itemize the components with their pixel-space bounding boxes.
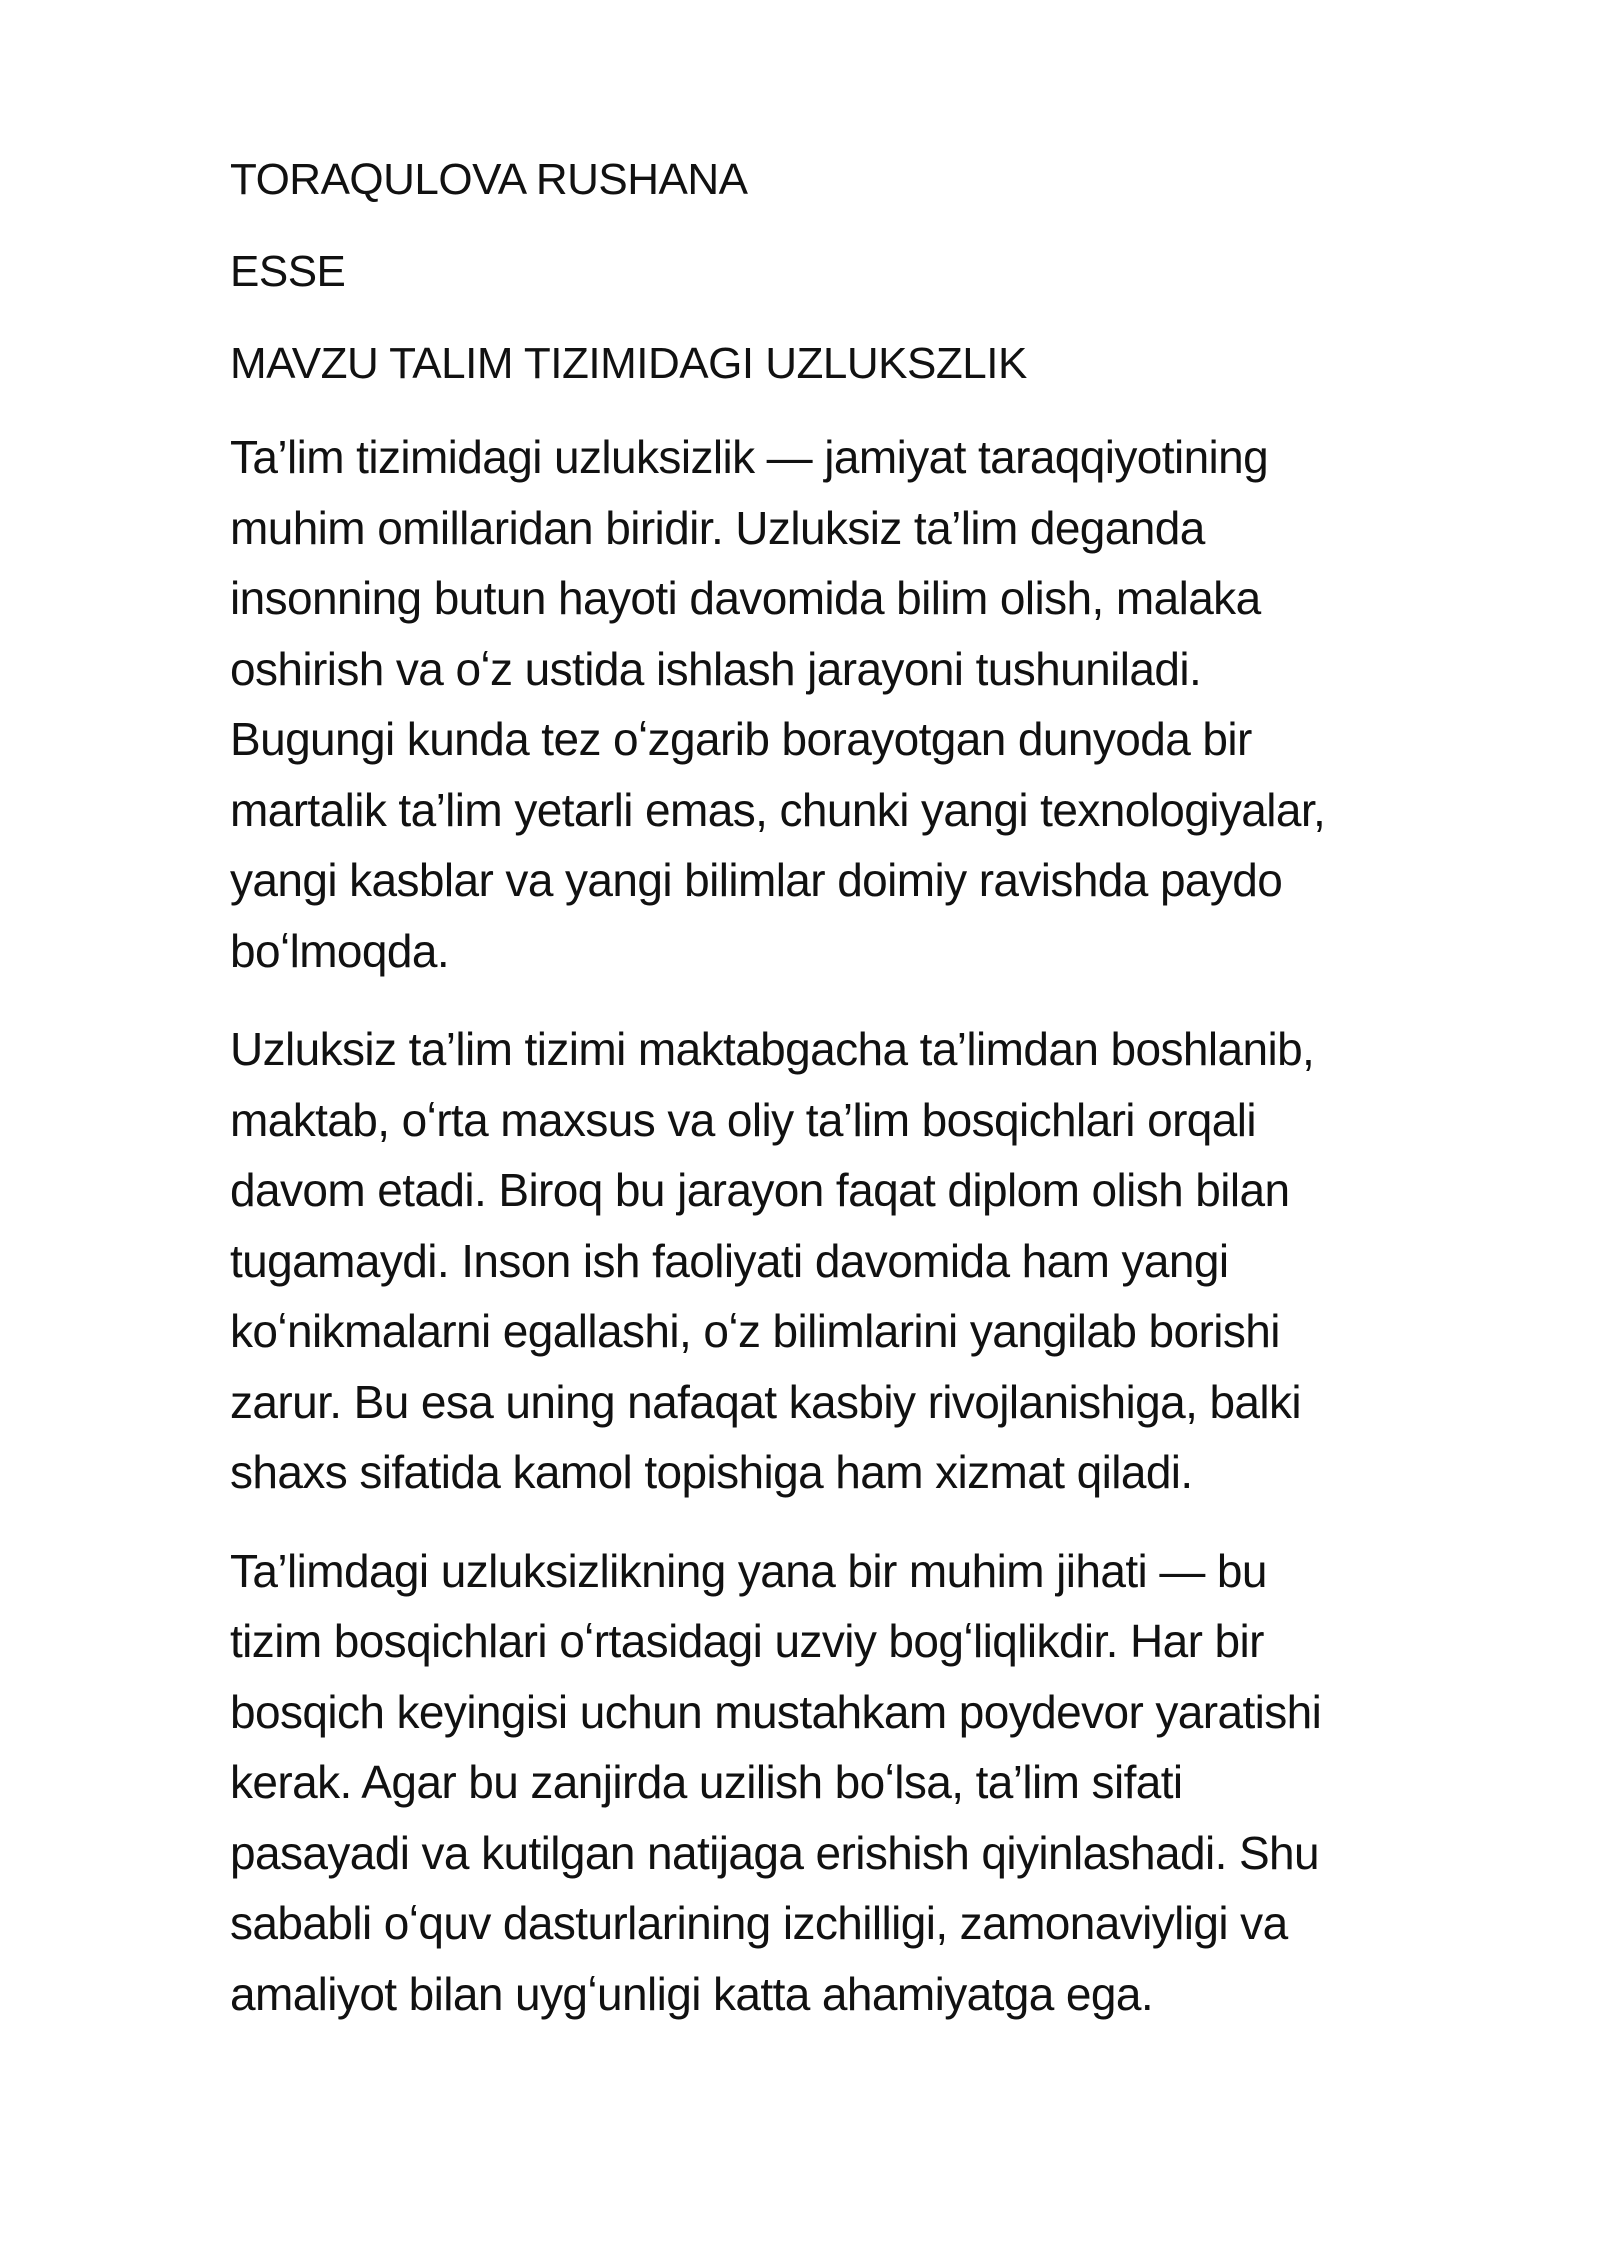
author-name: TORAQULOVA RUSHANA [230, 155, 748, 204]
paragraph-line: pasayadi va kutilgan natijaga erishish qiyinlashadi. Shu [230, 1826, 1319, 1879]
paragraph-line: oshirish va oʻz ustida ishlash jarayoni tushuniladi. [230, 642, 1202, 695]
paragraph-line: davom etadi. Biroq bu jarayon faqat diplom olish bilan [230, 1164, 1290, 1216]
paragraph-line: zarur. Bu esa uning nafaqat kasbiy rivojlanishiga, balki [230, 1375, 1302, 1428]
paragraph-line: koʻnikmalarni egallashi, oʻz bilimlarini yangilab borishi [230, 1305, 1280, 1357]
paragraph-line: martalik ta’lim yetarli emas, chunki yangi texnologiyalar, [230, 783, 1326, 836]
paragraph-2 [230, 1014, 1480, 1508]
paragraph-line: muhim omillaridan biridir. Uzluksiz ta’lim deganda [230, 501, 1205, 554]
paragraph-line: amaliyot bilan uygʻunligi katta ahamiyatga ega. [230, 1967, 1154, 2020]
paragraph-line: bosqich keyingisi uchun mustahkam poydevor yaratishi [230, 1685, 1322, 1738]
paragraph-line: maktab, oʻrta maxsus va oliy ta’lim bosqichlari orqali [230, 1093, 1257, 1146]
paragraph-line: sababli oʻquv dasturlarining izchilligi, zamonaviyligi va [230, 1897, 1288, 1949]
paragraph-line: shaxs sifatida kamol topishiga ham xizmat qiladi. [230, 1446, 1193, 1498]
paragraph-3 [230, 1536, 1480, 2030]
paragraph-line: Bugungi kunda tez oʻzgarib borayotgan dunyoda bir [230, 713, 1252, 765]
paragraph-line: Ta’lim tizimidagi uzluksizlik — jamiyat taraqqiyotining [230, 431, 1269, 483]
document-page [230, 150, 1480, 2057]
paragraph-line: Uzluksiz ta’lim tizimi maktabgacha ta’limdan boshlanib, [230, 1023, 1315, 1075]
paragraph-line: tugamaydi. Inson ish faoliyati davomida ham yangi [230, 1234, 1229, 1287]
document-topic: MAVZU TALIM TIZIMIDAGI UZLUKSZLIK [230, 339, 1027, 388]
paragraph-line: kerak. Agar bu zanjirda uzilish boʻlsa, ta’lim sifati [230, 1756, 1183, 1808]
paragraph-line: insonning butun hayoti davomida bilim olish, malaka [230, 572, 1261, 624]
paragraph-line: tizim bosqichlari oʻrtasidagi uzviy bogʻliqlikdir. Har bir [230, 1615, 1264, 1667]
paragraph-1 [230, 422, 1480, 986]
paragraph-line: yangi kasblar va yangi bilimlar doimiy ravishda paydo [230, 854, 1283, 906]
document-genre: ESSE [230, 247, 346, 296]
paragraph-line: boʻlmoqda. [230, 924, 450, 977]
paragraph-line: Ta’limdagi uzluksizlikning yana bir muhim jihati — bu [230, 1544, 1267, 1597]
